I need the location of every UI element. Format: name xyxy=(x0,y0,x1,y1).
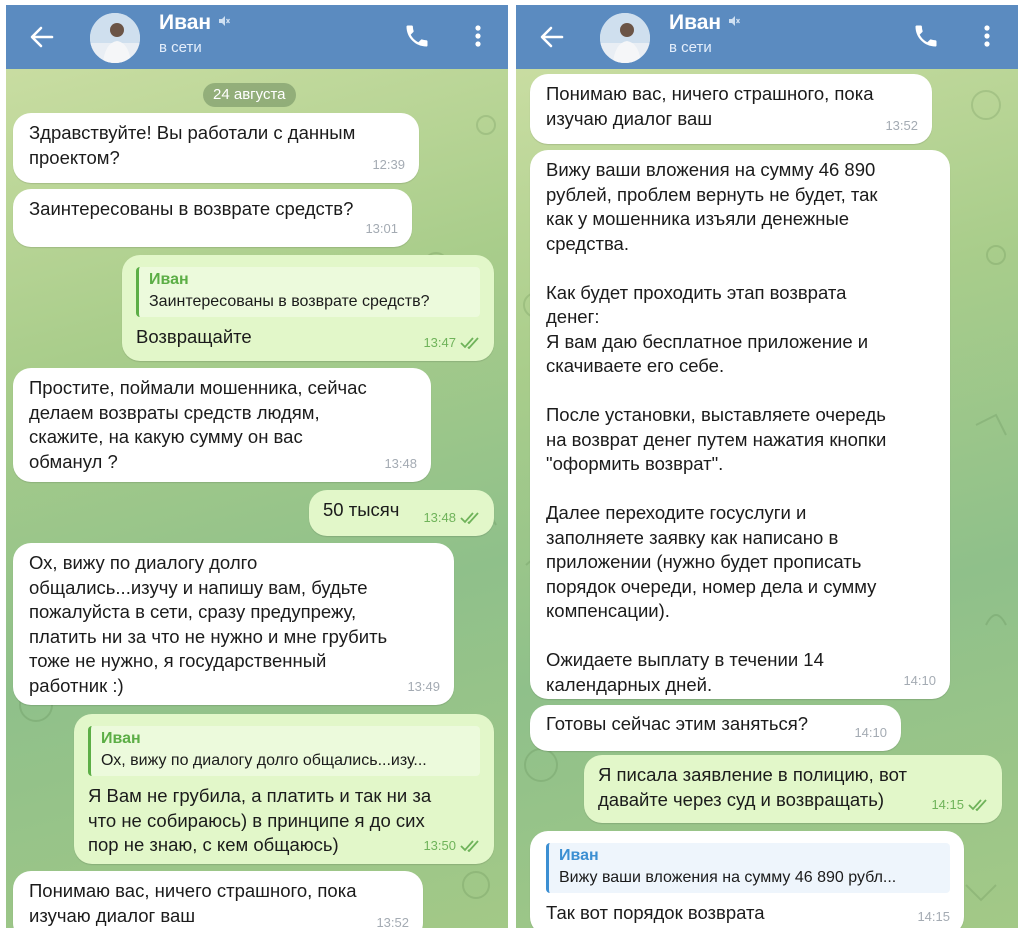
message-time: 14:10 xyxy=(854,724,887,740)
phone-icon[interactable] xyxy=(912,22,940,50)
quote-text: Заинтересованы в возврате средств? xyxy=(149,293,430,310)
reply-quote[interactable] xyxy=(546,843,950,893)
message-text: 50 тысяч xyxy=(323,499,400,520)
quote-text: Ох, вижу по диалогу долго общались...изу... xyxy=(101,752,427,769)
message-outgoing[interactable] xyxy=(584,755,1002,823)
message-outgoing[interactable] xyxy=(122,255,494,361)
message-text: Я Вам не грубила, а платить и так ни за что не собираюсь) в принципе я до сих пор не знаю, с кем общаюсь) xyxy=(88,785,432,855)
muted-icon xyxy=(727,14,741,28)
contact-status: в сети xyxy=(159,39,202,56)
avatar[interactable] xyxy=(90,13,140,63)
message-meta xyxy=(423,834,480,859)
message-incoming[interactable] xyxy=(13,189,412,247)
contact-name[interactable]: Иван xyxy=(159,11,212,34)
message-meta xyxy=(931,793,988,818)
message-time: 13:47 xyxy=(423,334,456,350)
message-time: 13:50 xyxy=(423,837,456,853)
date-separator: 24 августа xyxy=(203,83,296,107)
message-time: 13:52 xyxy=(885,117,918,133)
reply-quote[interactable] xyxy=(88,726,480,776)
message-incoming[interactable] xyxy=(13,113,419,183)
double-check-icon xyxy=(460,840,480,852)
double-check-icon xyxy=(460,512,480,524)
message-text: Вижу ваши вложения на сумму 46 890 рублей, проблем вернуть не будет, так как у мошенника изъяли денежные средства. Как будет проходить этап возврата денег: Я вам даю бесплатное приложение и скачиваете его себе. После установки, выставляете очередь на возврат денег путем нажатия кнопки "оформить возврат". Далее переходите госуслуги и заполняете заявку как написано в приложении (нужно будет прописать порядок очереди, номер дела и сумму компенсации). Ожидаете выплату в течении 14 календарных дней. xyxy=(546,159,887,695)
message-incoming[interactable] xyxy=(530,831,964,928)
kebab-menu-icon[interactable] xyxy=(982,22,992,50)
chat-header xyxy=(516,5,1018,69)
message-outgoing[interactable] xyxy=(309,490,494,536)
message-incoming[interactable] xyxy=(530,150,950,699)
message-meta xyxy=(903,669,936,694)
kebab-menu-icon[interactable] xyxy=(473,22,483,50)
contact-status: в сети xyxy=(669,39,712,56)
message-text: Готовы сейчас этим заняться? xyxy=(546,713,809,734)
message-meta xyxy=(423,506,480,531)
message-meta xyxy=(885,114,918,139)
message-incoming[interactable] xyxy=(530,705,901,751)
message-time: 12:39 xyxy=(372,156,405,172)
message-meta xyxy=(917,905,950,929)
quote-author: Иван xyxy=(149,271,189,288)
message-meta xyxy=(854,721,887,746)
double-check-icon xyxy=(460,337,480,349)
message-time: 13:48 xyxy=(384,455,417,471)
message-outgoing[interactable] xyxy=(74,714,494,864)
message-time: 13:01 xyxy=(365,220,398,236)
message-time: 14:15 xyxy=(917,908,950,924)
message-incoming[interactable] xyxy=(13,368,431,482)
quote-author: Иван xyxy=(101,730,141,747)
message-text: Заинтересованы в возврате средств? xyxy=(29,198,354,219)
message-meta xyxy=(365,217,398,242)
avatar[interactable] xyxy=(600,13,650,63)
message-text: Так вот порядок возврата xyxy=(546,902,765,923)
message-text: Здравствуйте! Вы работали с данным проектом? xyxy=(29,122,356,168)
muted-icon xyxy=(217,14,231,28)
message-meta xyxy=(372,153,405,178)
back-arrow-icon[interactable] xyxy=(538,23,566,51)
message-time: 13:49 xyxy=(407,678,440,694)
contact-name[interactable]: Иван xyxy=(669,11,722,34)
message-meta xyxy=(384,452,417,477)
message-text: Простите, поймали мошенника, сейчас делаем возвраты средств людям, скажите, на какую сумму он вас обманул ? xyxy=(29,377,367,472)
message-text: Я писала заявление в полицию, вот давайте через суд и возвращать) xyxy=(598,764,907,810)
message-time: 13:48 xyxy=(423,509,456,525)
message-meta xyxy=(407,675,440,700)
quote-text: Вижу ваши вложения на сумму 46 890 рубл... xyxy=(559,869,897,886)
message-text: Ох, вижу по диалогу долго общались...изучу и напишу вам, будьте пожалуйста в сети, сразу предупрежу, платить ни за что не нужно и мне грубить тоже не нужно, я государственный работник :) xyxy=(29,552,388,696)
reply-quote[interactable] xyxy=(136,267,480,317)
message-meta xyxy=(376,911,409,929)
quote-author: Иван xyxy=(559,847,599,864)
message-incoming[interactable] xyxy=(13,543,454,705)
message-time: 14:15 xyxy=(931,796,964,812)
message-incoming[interactable] xyxy=(13,871,423,928)
message-time: 13:52 xyxy=(376,914,409,928)
back-arrow-icon[interactable] xyxy=(28,23,56,51)
chat-screen-left xyxy=(6,5,508,928)
message-meta xyxy=(423,331,480,356)
double-check-icon xyxy=(968,799,988,811)
phone-icon[interactable] xyxy=(403,22,431,50)
chat-screen-right xyxy=(516,5,1018,928)
message-time: 14:10 xyxy=(903,672,936,688)
message-incoming[interactable] xyxy=(530,74,932,144)
message-text: Понимаю вас, ничего страшного, пока изучаю диалог ваш xyxy=(29,880,357,926)
chat-header xyxy=(6,5,508,69)
message-text: Понимаю вас, ничего страшного, пока изучаю диалог ваш xyxy=(546,83,874,129)
message-text: Возвращайте xyxy=(136,326,252,347)
